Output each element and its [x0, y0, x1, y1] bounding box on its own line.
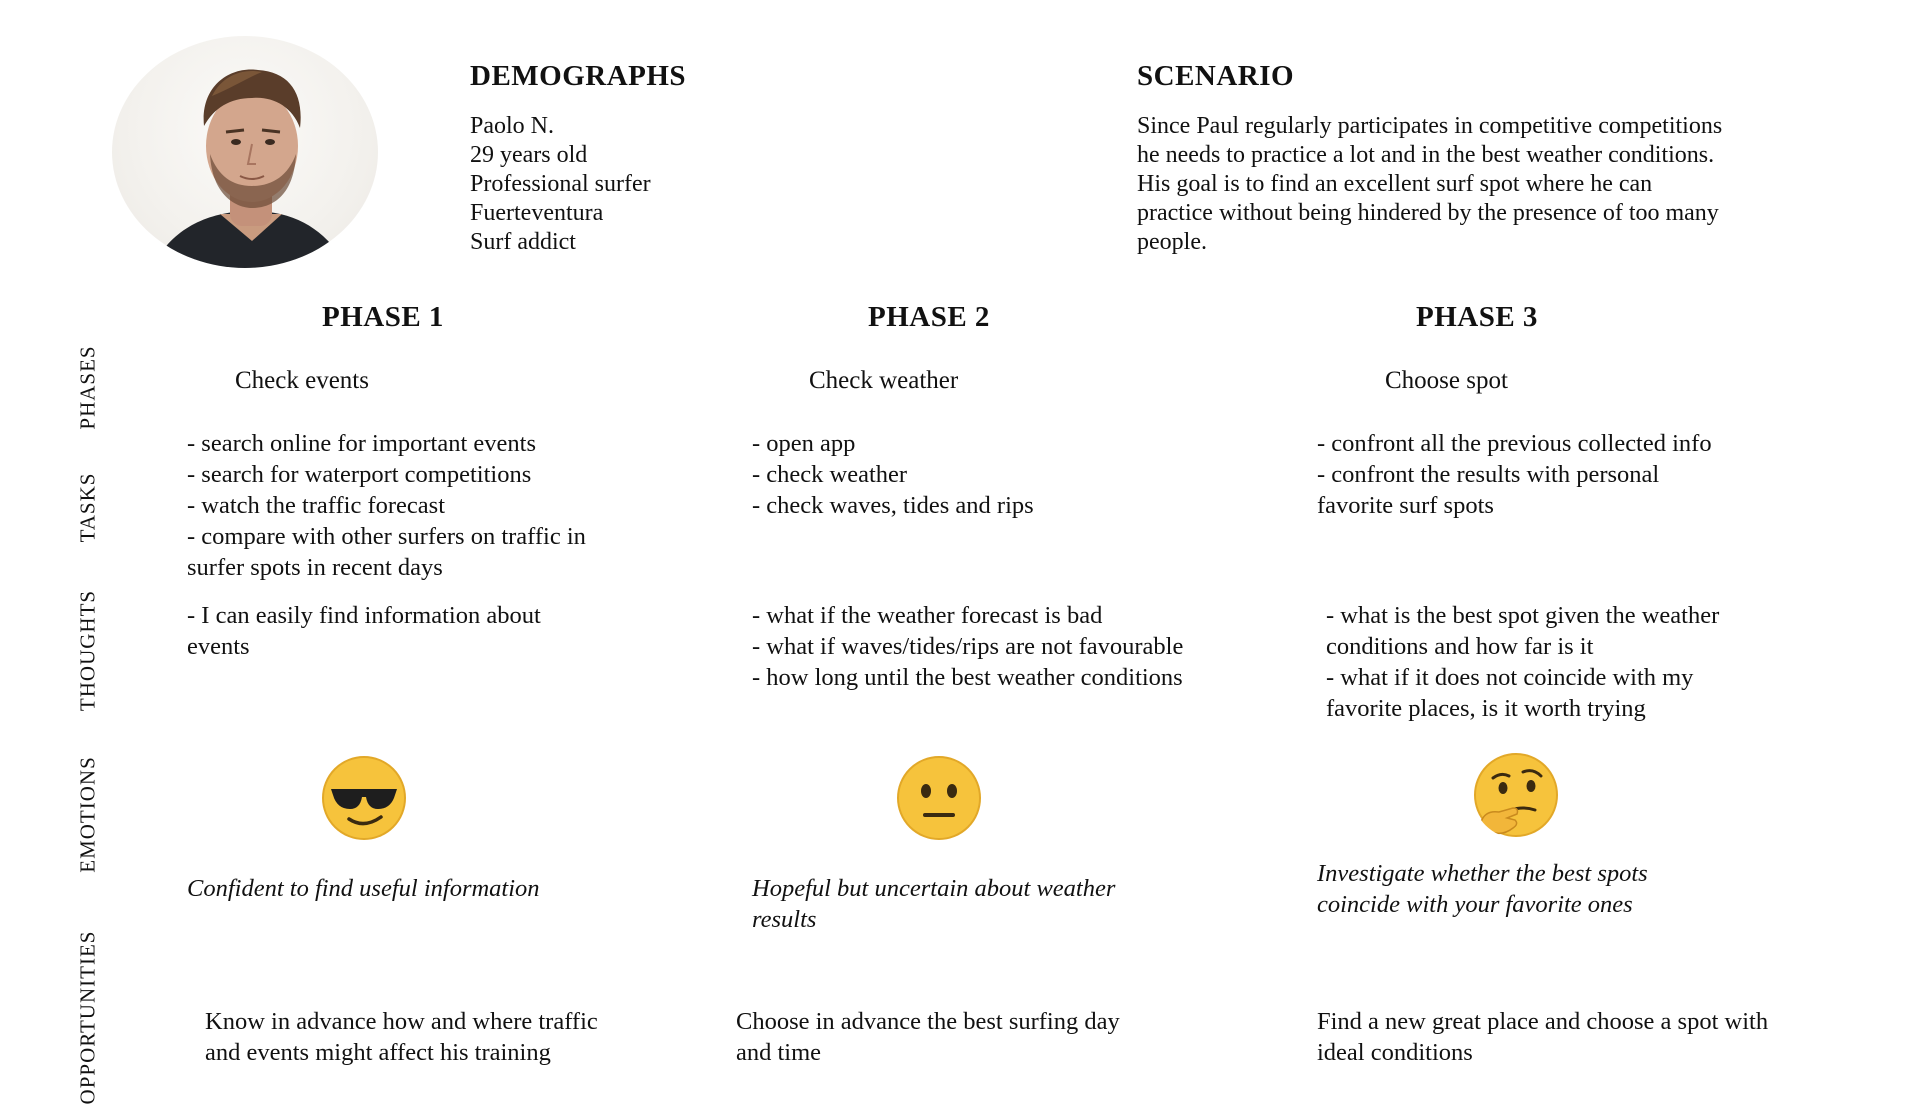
- task-item: favorite surf spots: [1317, 492, 1494, 519]
- opportunity-line: and events might affect his training: [205, 1039, 551, 1066]
- phase-3-emotion: [1317, 858, 1648, 920]
- task-item: - confront all the previous collected info: [1317, 430, 1712, 457]
- phase-3-tasks: [1317, 428, 1712, 521]
- phase-2-emotion: [752, 873, 1115, 935]
- neutral-face-icon: [896, 755, 982, 846]
- task-item: - compare with other surfers on traffic in: [187, 523, 586, 550]
- task-item: - confront the results with personal: [1317, 461, 1660, 488]
- emotion-line: Investigate whether the best spots: [1317, 860, 1648, 887]
- task-item: - open app: [752, 430, 856, 457]
- row-label-emotions: EMOTIONS: [75, 756, 100, 873]
- row-label-opportunities: OPPORTUNITIES: [75, 930, 100, 1104]
- row-label-phases: PHASES: [75, 345, 100, 430]
- scenario-line: Since Paul regularly participates in competitive competitions: [1137, 113, 1723, 139]
- thought-item: - how long until the best weather conditions: [752, 664, 1183, 691]
- emotion-line: results: [752, 906, 817, 933]
- row-label-tasks: TASKS: [75, 472, 100, 543]
- phase-1-emotion: [187, 873, 540, 904]
- phase-3-opportunity: [1317, 1006, 1768, 1068]
- phase-1-title: PHASE 1: [322, 301, 444, 333]
- persona-name: Paolo N.: [470, 113, 554, 139]
- person-photo: [112, 36, 378, 268]
- phase-2-thoughts: [752, 600, 1183, 693]
- persona-age: 29 years old: [470, 142, 588, 168]
- opportunity-line: and time: [736, 1039, 822, 1066]
- scenario-line: he needs to practice a lot and in the best weather conditions.: [1137, 142, 1715, 168]
- task-item: - search online for important events: [187, 430, 537, 457]
- task-item: - search for waterport competitions: [187, 461, 532, 488]
- phase-3-title: PHASE 3: [1416, 301, 1538, 333]
- phase-1-opportunity: [205, 1006, 598, 1068]
- task-item: - watch the traffic forecast: [187, 492, 446, 519]
- scenario-line: His goal is to find an excellent surf spot where he can: [1137, 171, 1653, 197]
- opportunity-line: ideal conditions: [1317, 1039, 1473, 1066]
- phase-3-thoughts: [1326, 600, 1719, 724]
- phase-2-subtitle: Check weather: [809, 367, 959, 394]
- thought-item: - what if the weather forecast is bad: [752, 602, 1103, 629]
- emotion-line: coincide with your favorite ones: [1317, 891, 1633, 918]
- task-item: - check weather: [752, 461, 908, 488]
- thought-item: events: [187, 633, 250, 660]
- phase-2-opportunity: [736, 1006, 1120, 1068]
- persona-location: Fuerteventura: [470, 200, 604, 226]
- thought-item: - I can easily find information about: [187, 602, 541, 629]
- sunglasses-face-icon: [321, 755, 407, 846]
- demographs-title: DEMOGRAPHS: [470, 60, 687, 92]
- scenario-line: people.: [1137, 229, 1207, 255]
- thought-item: - what if waves/tides/rips are not favourable: [752, 633, 1184, 660]
- persona-trait: Surf addict: [470, 229, 576, 255]
- phase-2-tasks: [752, 428, 1034, 521]
- thinking-face-icon: [1473, 752, 1559, 843]
- opportunity-line: Know in advance how and where traffic: [205, 1008, 598, 1035]
- scenario-line: practice without being hindered by the presence of too many: [1137, 200, 1719, 226]
- phase-3-subtitle: Choose spot: [1385, 367, 1508, 394]
- emotion-line: Hopeful but uncertain about weather: [752, 875, 1116, 902]
- thought-item: - what is the best spot given the weather: [1326, 602, 1720, 629]
- phase-1-thoughts: [187, 600, 541, 662]
- opportunity-line: Choose in advance the best surfing day: [736, 1008, 1120, 1035]
- thought-item: - what if it does not coincide with my: [1326, 664, 1694, 691]
- emotion-line: Confident to find useful information: [187, 875, 540, 902]
- task-item: surfer spots in recent days: [187, 554, 443, 581]
- phase-1-tasks: [187, 428, 586, 583]
- phase-2-title: PHASE 2: [868, 301, 990, 333]
- persona-occupation: Professional surfer: [470, 171, 651, 197]
- opportunity-line: Find a new great place and choose a spot with: [1317, 1008, 1769, 1035]
- scenario-text: [1137, 112, 1722, 257]
- phase-1-subtitle: Check events: [235, 367, 369, 394]
- thought-item: favorite places, is it worth trying: [1326, 695, 1646, 722]
- task-item: - check waves, tides and rips: [752, 492, 1034, 519]
- persona-avatar: [112, 36, 378, 268]
- thought-item: conditions and how far is it: [1326, 633, 1594, 660]
- row-label-thoughts: THOUGHTS: [75, 589, 100, 712]
- scenario-title: SCENARIO: [1137, 60, 1295, 92]
- demographs-details: [470, 112, 651, 257]
